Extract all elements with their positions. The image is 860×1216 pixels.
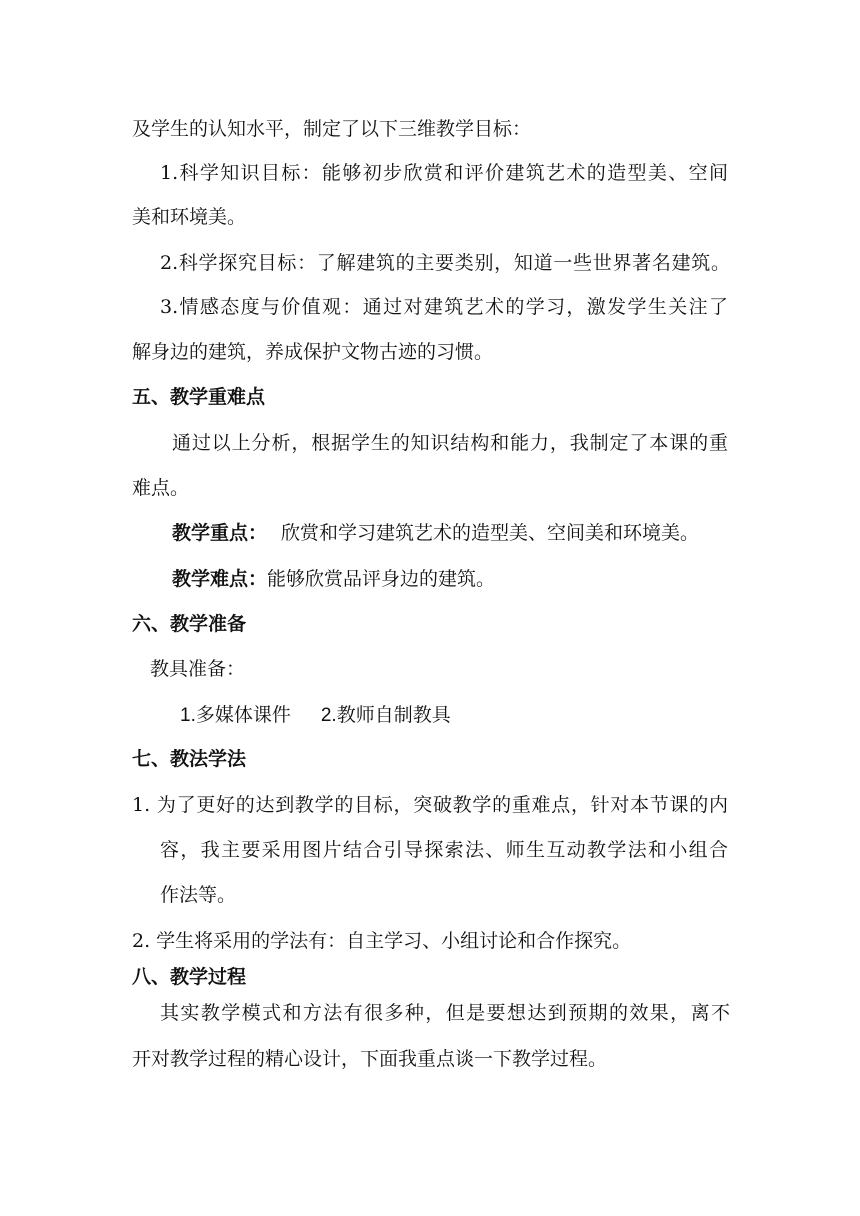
goal-1-line-2: 美和环境美。 [132, 206, 247, 228]
goal-3-line-2: 解身边的建筑，养成保护文物古迹的习惯。 [132, 341, 494, 363]
section-5-heading: 五、教学重难点 [132, 386, 266, 408]
section-7-heading: 七、教法学法 [132, 748, 247, 770]
method-1-line-2: 容，我主要采用图片结合引导探索法、师生互动教学法和小组合 [160, 839, 728, 861]
difficulty-label: 教学难点： [172, 568, 268, 590]
difficulty-text: 能够欣赏品评身边的建筑。 [267, 568, 496, 590]
section-5-para-line-1: 通过以上分析，根据学生的知识结构和能力，我制定了本课的重 [172, 432, 728, 454]
key-point-text: 欣赏和学习建筑艺术的造型美、空间美和环境美。 [281, 522, 700, 544]
tool-item-1: 1.多媒体课件 [180, 705, 291, 726]
goal-3-line-1: 3.情感态度与价值观：通过对建筑艺术的学习，激发学生关注了 [160, 296, 728, 318]
section-6-heading: 六、教学准备 [132, 613, 247, 635]
intro-line: 及学生的认知水平，制定了以下三维教学目标： [132, 118, 532, 140]
method-2: 2. 学生将采用的学法有：自主学习、小组讨论和合作探究。 [132, 930, 632, 952]
key-point-line [172, 520, 699, 546]
section-5-para-line-2: 难点。 [132, 477, 190, 499]
goal-2: 2.科学探究目标：了解建筑的主要类别，知道一些世界著名建筑。 [160, 252, 730, 274]
key-point-label: 教学重点： [172, 522, 268, 544]
section-8-heading: 八、教学过程 [132, 966, 247, 988]
section-8-para-line-1: 其实教学模式和方法有很多种，但是要想达到预期的效果，离不 [160, 1002, 730, 1024]
section-8-para-line-2: 开对教学过程的精心设计，下面我重点谈一下教学过程。 [132, 1048, 608, 1070]
goal-1-line-1: 1.科学知识目标：能够初步欣赏和评价建筑艺术的造型美、空间 [160, 162, 728, 184]
method-1-line-1: 1. 为了更好的达到教学的目标，突破教学的重难点，针对本节课的内 [132, 794, 728, 816]
tool-item-2: 2.教师自制教具 [320, 705, 451, 726]
tools-label: 教具准备： [150, 658, 246, 680]
difficulty-line [172, 566, 495, 592]
tools-items [180, 702, 451, 729]
method-1-line-3: 作法等。 [160, 884, 237, 906]
